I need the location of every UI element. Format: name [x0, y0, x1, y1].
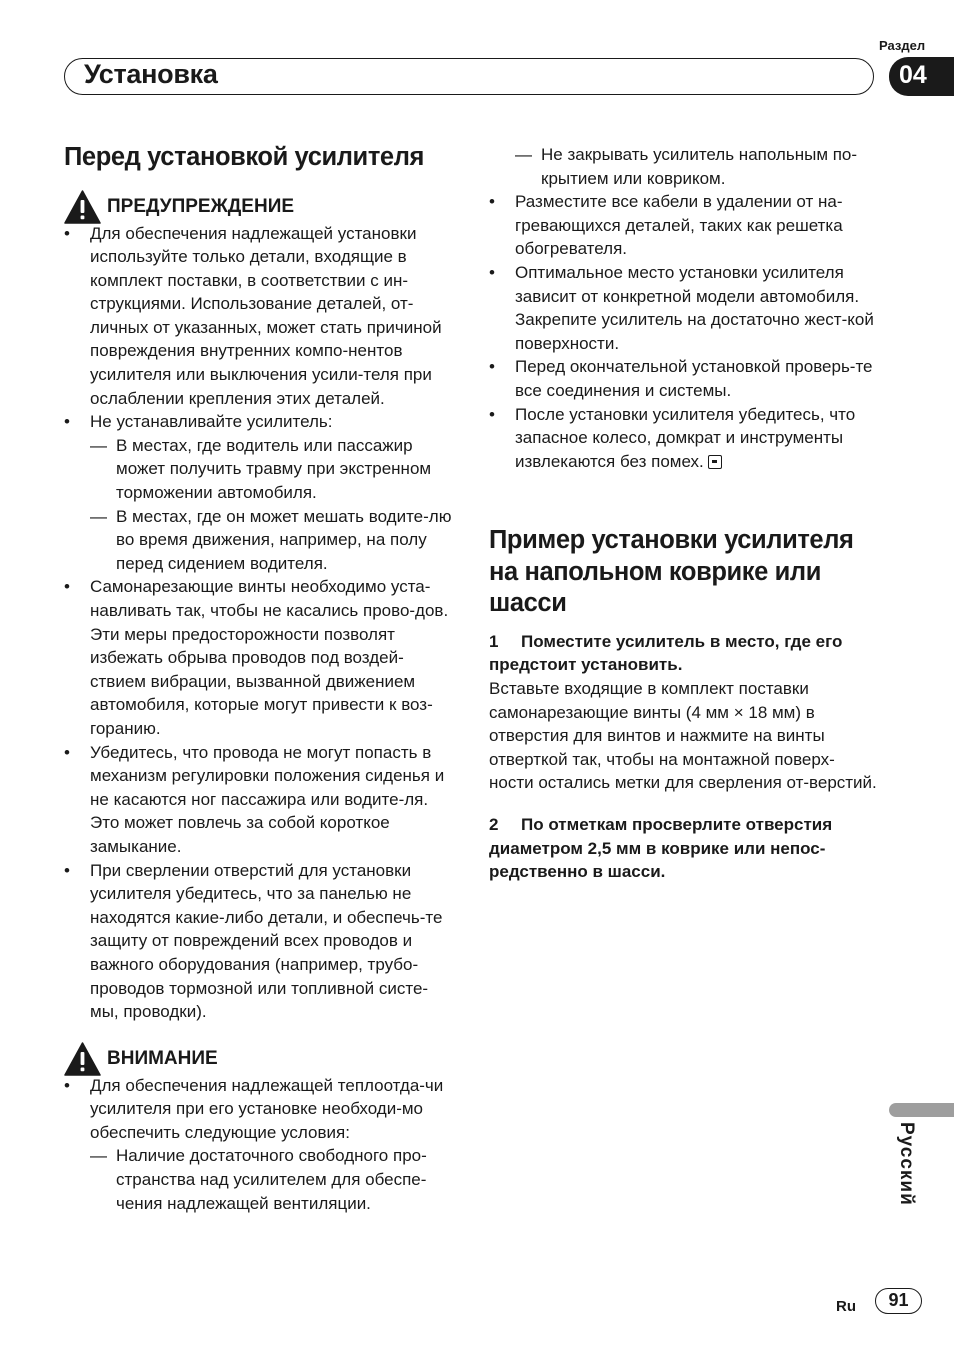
list-item: • Перед окончательной установкой проверь-те все соединения и системы.	[489, 355, 879, 402]
left-column	[64, 142, 454, 1215]
list-item	[64, 410, 454, 575]
warning-list	[64, 222, 454, 1024]
warning-triangle-icon	[64, 190, 101, 224]
caution-heading	[64, 1042, 454, 1076]
list-item: • При сверлении отверстий для установки усилителя убедитесь, что за панелью не находятся какие-либо детали, и обеспечь-те защиту от повреждений всех проводов и важного оборудования (например, трубо-проводов тормозной или топливной систе-мы, проводки).	[64, 859, 454, 1024]
language-code: Ru	[836, 1298, 856, 1315]
sub-item: — Наличие достаточного свободного про-странства над усилителем для обеспе-чения надлежащей вентиляции.	[90, 1144, 454, 1215]
list-item: • Самонарезающие винты необходимо уста-навливать так, чтобы не касались прово-дов. Эти меры предосторожности позволят избежать обрыва проводов под воздей-ствием вибрации, вызванной движением автомобиля, которые могут привести к воз-горанию.	[64, 575, 454, 740]
list-item: • Убедитесь, что провода не могут попасть в механизм регулировки положения сиденья и не касаются ног пассажира или водите-ля. Это может повлечь за собой короткое замыкание.	[64, 741, 454, 859]
list-item	[64, 1074, 454, 1216]
caution-triangle-icon	[64, 1042, 101, 1076]
list-item-text: Не устанавливайте усилитель:	[90, 412, 333, 432]
step-number: 2	[489, 814, 499, 834]
step-1-title	[489, 630, 879, 677]
list-item	[489, 403, 879, 474]
continued-list	[489, 143, 879, 473]
end-of-section-icon	[708, 455, 722, 469]
sub-item: — В местах, где он может мешать водите-лю во время движения, например, на полу перед сидением водителя.	[90, 505, 454, 576]
step-number: 1	[489, 631, 499, 651]
section-label: Раздел	[879, 38, 926, 53]
chapter-title: Установка	[84, 59, 218, 89]
warning-heading	[64, 190, 454, 224]
section-number-badge: 04	[889, 57, 954, 96]
sub-item: — В местах, где водитель или пассажир может получить травму при экстренном торможении автомобиля.	[90, 434, 454, 505]
page-number: 91	[875, 1288, 922, 1314]
section-heading-2: Пример установки усилителя на напольном коврике или шасси	[489, 526, 854, 618]
list-item-text: Для обеспечения надлежащей теплоотда-чи усилителя при его установке необходи-мо обеспечить следующие условия:	[90, 1075, 444, 1142]
caution-label: ВНИМАНИЕ	[107, 1047, 218, 1069]
step-text: По отметкам просверлите отверстия диаметром 2,5 мм в коврике или непос-редственно в шасси.	[489, 814, 833, 882]
language-tab-label: Русский	[896, 1122, 917, 1206]
list-item: • Разместите все кабели в удалении от на-гревающихся деталей, таких как решетка обогревателя.	[489, 190, 879, 261]
language-tab-bar	[889, 1103, 954, 1117]
list-item: • Для обеспечения надлежащей установки используйте только детали, входящие в комплект поставки, в соответствии с ин-струкциями. Использование деталей, от-личных от указанных, может стать причиной повреждения внутренних компо-нентов усилителя или выключения усили-теля при ослаблении крепления этих деталей.	[64, 222, 454, 411]
section-heading: Перед установкой усилителя	[64, 143, 424, 171]
step-1-body: Вставьте входящие в комплект поставки самонарезающие винты (4 мм × 18 мм) в отверстия для винтов и нажмите на винты отверткой так, чтобы на монтажной поверх-ности остались метки для сверления от-верстий.	[489, 679, 877, 793]
right-column	[489, 143, 879, 884]
caution-list	[64, 1074, 454, 1216]
list-item: • Оптимальное место установки усилителя зависит от конкретной модели автомобиля. Закрепите усилитель на достаточно жест-кой поверхности.	[489, 261, 879, 355]
step-text: Поместите усилитель в место, где его предстоит установить.	[489, 631, 843, 675]
warning-label: ПРЕДУПРЕЖДЕНИЕ	[107, 195, 295, 217]
list-item-text: После установки усилителя убедитесь, что запасное колесо, домкрат и инструменты извлекаются без помех.	[515, 404, 856, 471]
sub-item: — Не закрывать усилитель напольным по-крытием или ковриком.	[515, 143, 879, 190]
step-2-title	[489, 813, 879, 884]
